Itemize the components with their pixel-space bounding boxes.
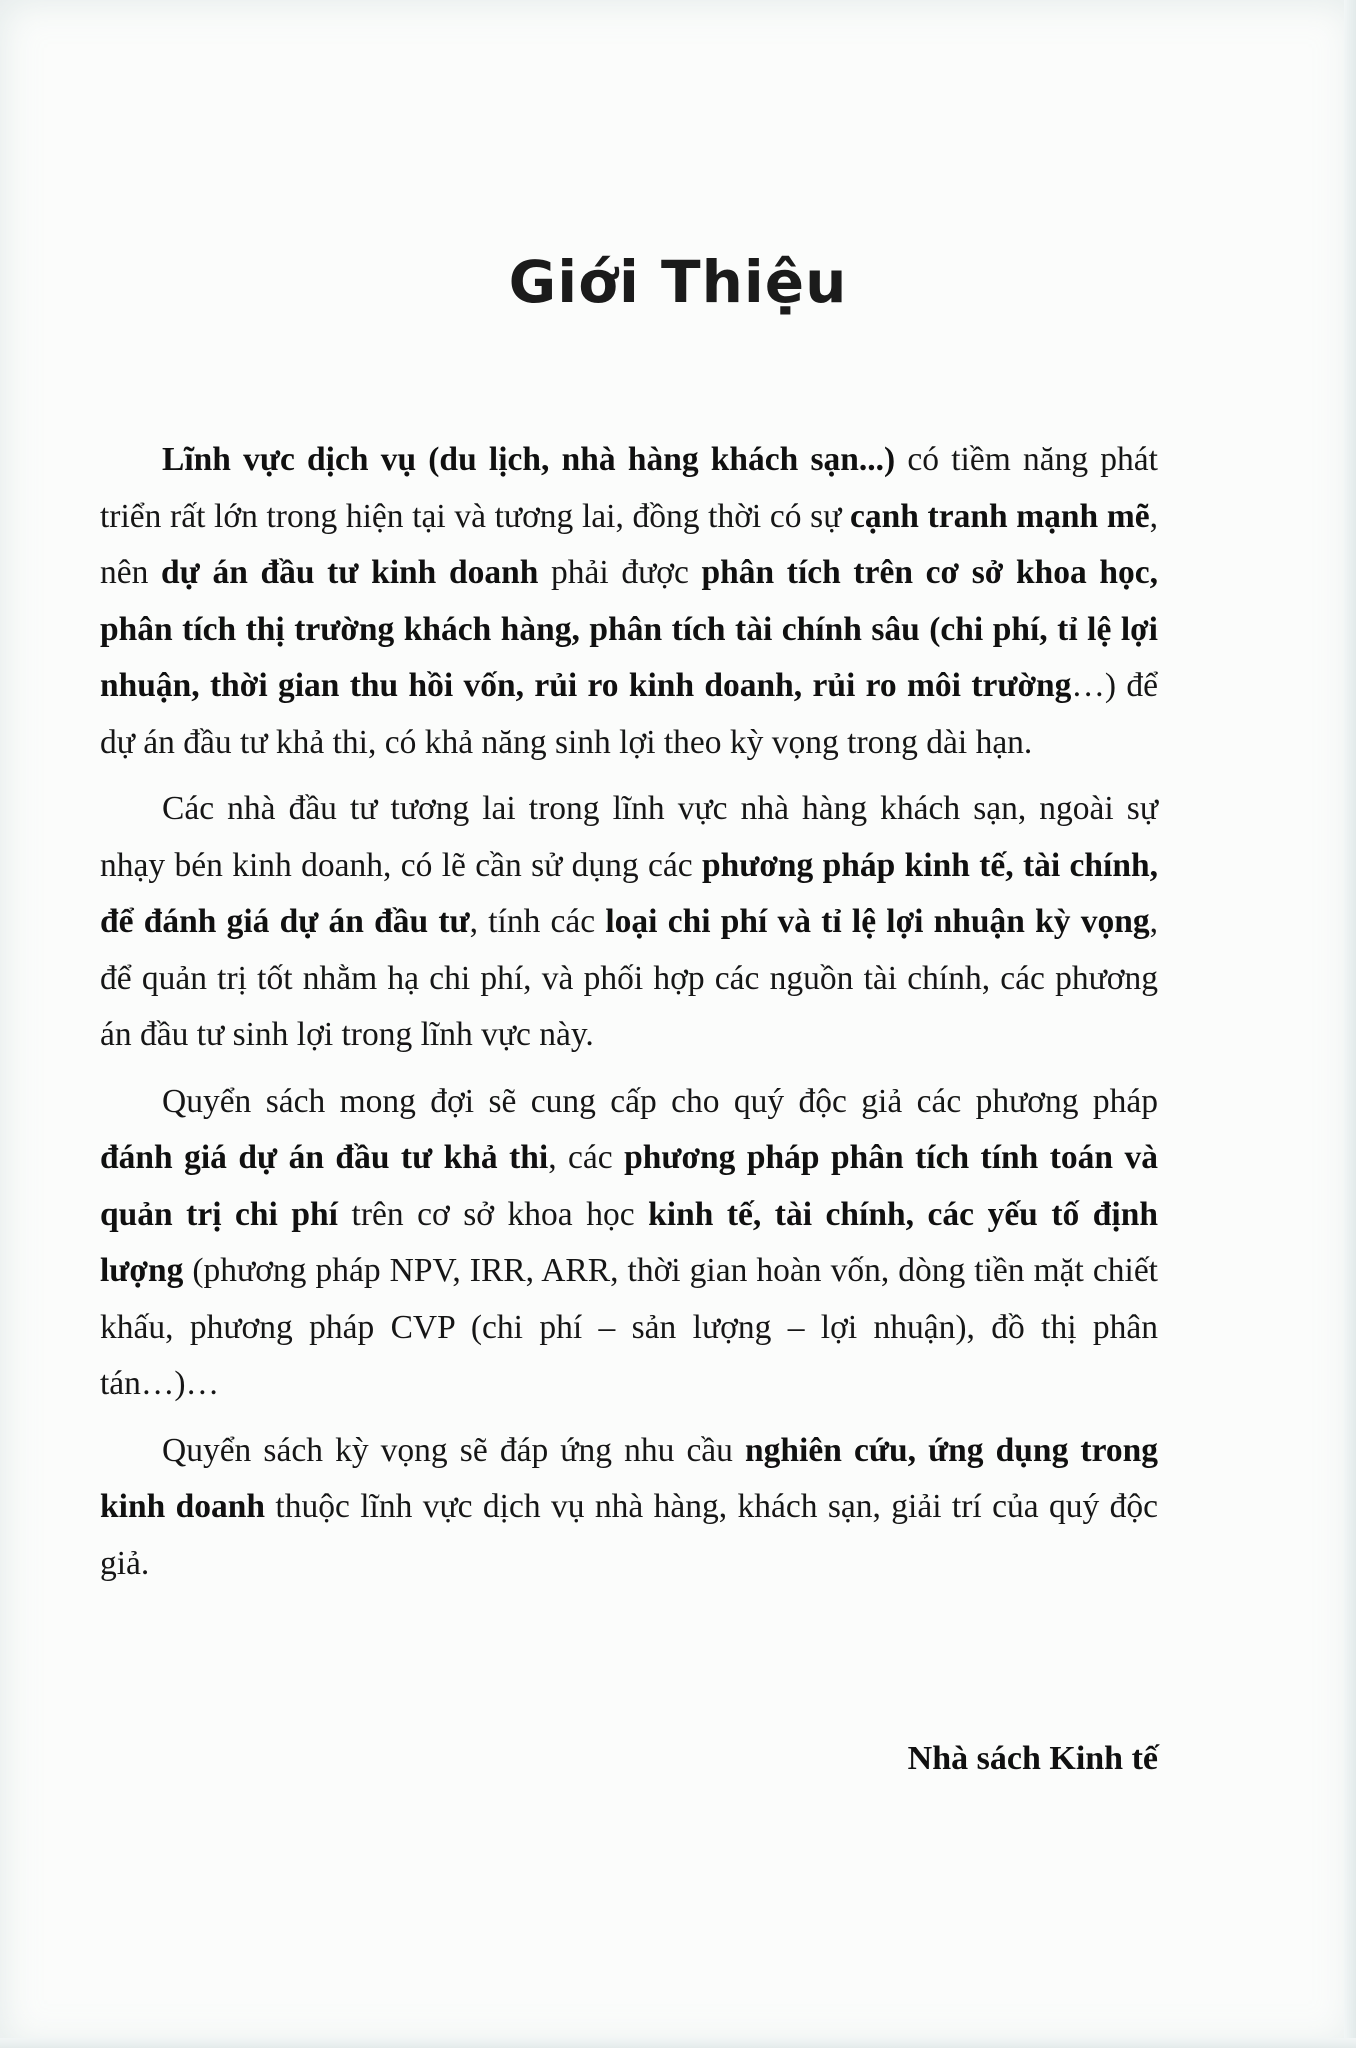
- bold-text-run: loại chi phí và tỉ lệ lợi nhuận kỳ vọng: [605, 903, 1150, 940]
- paragraph-1: [100, 432, 1158, 771]
- bold-text-run: đánh giá dự án đầu tư khả thi: [100, 1139, 549, 1176]
- bold-text-run: dự án đầu tư kinh doanh: [161, 554, 539, 591]
- text-run: …) để dự án đầu tư khả thi, có khả năng sinh lợi theo kỳ vọng trong dài hạn.: [100, 667, 1158, 761]
- text-run: , để quản trị tốt nhằm hạ chi phí, và phối hợp các nguồn tài chính, các phương án đầu tư sinh lợi trong lĩnh vực này.: [100, 903, 1158, 1053]
- text-run: Các nhà đầu tư tương lai trong lĩnh vực nhà hàng khách sạn, ngoài sự nhạy bén kinh doanh, có lẽ cần sử dụng các: [100, 790, 1158, 884]
- text-run: (phương pháp NPV, IRR, ARR, thời gian hoàn vốn, dòng tiền mặt chiết khấu, phương pháp CVP (chi phí – sản lượng – lợi nhuận), đồ thị phân tán…)…: [100, 1252, 1158, 1402]
- bold-text-run: cạnh tranh mạnh mẽ: [850, 497, 1150, 535]
- page-bottom-edge: [0, 2038, 1356, 2048]
- text-run: phải được: [538, 554, 702, 591]
- bold-text-run: Lĩnh vực dịch vụ (du lịch, nhà hàng khách sạn...): [162, 441, 896, 478]
- text-run: trên cơ sở khoa học: [337, 1195, 649, 1233]
- text-run: Quyển sách kỳ vọng sẽ đáp ứng nhu cầu: [162, 1431, 746, 1469]
- bold-text-run: phân tích trên cơ sở khoa học, phân tích thị trường khách hàng, phân tích tài chính sâu (chi phí, tỉ lệ lợi nhuận, thời gian thu hồi vốn, rủi ro kinh doanh, rủi ro môi trường: [100, 554, 1158, 704]
- paragraph-3: [100, 1074, 1158, 1413]
- bold-text-run: kinh tế, tài chính, các yếu tố định lượng: [100, 1195, 1159, 1289]
- paragraph-4: [100, 1423, 1158, 1593]
- signature-publisher: Nhà sách Kinh tế: [907, 1740, 1158, 1777]
- text-run: thuộc lĩnh vực dịch vụ nhà hàng, khách sạn, giải trí của quý độc giả.: [100, 1488, 1158, 1582]
- text-run: Quyển sách mong đợi sẽ cung cấp cho quý độc giả các phương pháp: [162, 1082, 1158, 1120]
- introduction-body: [100, 432, 1158, 1602]
- bold-text-run: nghiên cứu, ứng dụng trong kinh doanh: [100, 1431, 1158, 1525]
- text-run: có tiềm năng phát triển rất lớn trong hiện tại và tương lai, đồng thời có sự: [100, 441, 1158, 535]
- text-run: , tính các: [469, 903, 606, 940]
- bold-text-run: phương pháp kinh tế, tài chính, để đánh giá dự án đầu tư: [100, 846, 1159, 940]
- paragraph-2: [100, 781, 1158, 1064]
- bold-text-run: phương pháp phân tích tính toán và quản trị chi phí: [100, 1139, 1158, 1233]
- text-run: , các: [548, 1139, 625, 1176]
- page-title: Giới Thiệu: [508, 248, 848, 316]
- text-run: , nên: [100, 497, 1158, 591]
